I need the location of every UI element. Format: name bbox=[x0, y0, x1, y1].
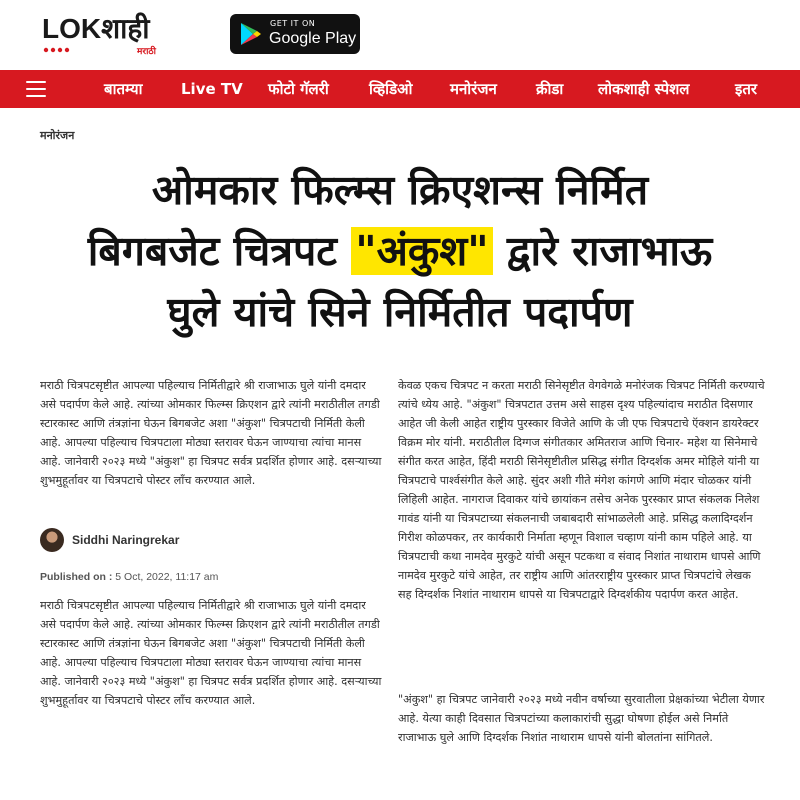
author-name: Siddhi Naringrekar bbox=[72, 533, 180, 547]
published-value: 5 Oct, 2022, 11:17 am bbox=[115, 571, 219, 583]
top-header bbox=[0, 0, 800, 70]
nav-item-photo-gallery[interactable]: फोटो गॅलरी bbox=[268, 80, 329, 98]
nav-item-live-tv[interactable]: Live TV bbox=[181, 80, 243, 98]
author-avatar bbox=[40, 528, 64, 552]
article-headline bbox=[30, 160, 770, 343]
article-body-paragraph: "अंकुश" हा चित्रपट जानेवारी २०२३ मध्ये नवीन वर्षाच्या सुरवातीला प्रेक्षकांच्या भेटीला येणार आहे. येत्या काही दिवसात चित्रपटांच्या कलाकारांची सुद्धा घोषणा होईल असे निर्माते राजाभाऊ घुले आणि दिग्दर्शक निशांत नाथाराम धापसे यांनी बोलतांना सांगितले. bbox=[398, 693, 765, 744]
nav-item-other[interactable]: इतर bbox=[735, 80, 758, 98]
article-category[interactable]: मनोरंजन bbox=[40, 129, 75, 142]
google-play-badge[interactable] bbox=[230, 14, 360, 54]
nav-item-entertainment[interactable]: मनोरंजन bbox=[450, 80, 497, 98]
article-body-paragraph: केवळ एकच चित्रपट न करता मराठी सिनेसृष्टीत वेगवेगळे मनोरंजक चित्रपट निर्मिती करण्याचे त्यांचे ध्येय आहे. "अंकुश" चित्रपटात उत्तम असे साहस दृश्य पहिल्यांदाच मराठीत दिसणार आहेत जी केली आहेत राष्ट्रीय पुरस्कार विजेते आणि के जी एफ चित्रपटाचे ऍक्शन डायरेक्टर विक्रम मोर यांनी. मराठीतील दिग्गज संगीतकार अमितराज आणि चिनार- महेश या सिनेमाचे संगीत करत आहेत, हिंदी मराठी सिनेसृष्टीतील प्रसिद्ध संगीत दिग्दर्शक अमर मोहिले यांनी या चित्रपटाचे पार्श्वसंगीत केले आहे. सुंदर अशी गीते मंगेश कांगणे आणि मंदार चोळकर यांनी लिहिली आहेत. नागराज दिवाकर यांचे छायांकन तसेच अनेक पुरस्कार प्राप्त संकलक निलेश गावंड यांनी या चित्रपटाच्या संकलनाची जबाबदारी सांभाळलेली आहे. प्रसिद्ध कलादिग्दर्शन गिरीश कोळपकर, तर कार्यकारी निर्माता म्हणून विशाल चव्हाण यांनी काम पहिले आहे. या चित्रपटाची कथा नामदेव मुरकुटे यांची असून पटकथा व संवाद निशांत नाथाराम धापसे आणि नामदेव मुरकुटे यांचे आहेत, तर राष्ट्रीय आणि आंतरराष्ट्रीय पुरस्कार प्राप्त चित्रपटांचे लेखक सह दिग्दर्शक निशांत नाथाराम धापसे या चित्रपटाद्वारे दिग्दर्शकीय पदार्पण करत आहेत. bbox=[398, 379, 765, 601]
menu-icon[interactable] bbox=[26, 81, 46, 97]
published-date bbox=[40, 571, 218, 583]
nav-item-video[interactable]: व्हिडिओ bbox=[369, 80, 413, 98]
article-body-paragraph: मराठी चित्रपटसृष्टीत आपल्या पहिल्याच निर्मितीद्वारे श्री राजाभाऊ घुले यांनी दमदार असे पदार्पण केले आहे. त्यांच्या ओमकार फिल्म्स क्रिएशन द्वारे त्यांनी मराठीतील तगडी स्टारकास्ट आणि तंत्रज्ञांना घेऊन बिगबजेट अशा "अंकुश" चित्रपटाची निर्मिती केली आहे. आपल्या पहिल्याच चित्रपटाला मोठ्या स्तरावर घेऊन जाण्याचा त्यांचा मानस आहे. जानेवारी २०२३ मध्ये "अंकुश" हा चित्रपट सर्वत्र प्रदर्शित होणार आहे. दसऱ्याच्या शुभमुहूर्तावर या चित्रपटाचे पोस्टर लॉंच करण्यात आले. bbox=[40, 599, 382, 707]
article-intro: मराठी चित्रपटसृष्टीत आपल्या पहिल्याच निर्मितीद्वारे श्री राजाभाऊ घुले यांनी दमदार असे पदार्पण केले आहे. त्यांच्या ओमकार फिल्म्स क्रिएशन द्वारे त्यांनी मराठीतील तगडी स्टारकास्ट आणि तंत्रज्ञांना घेऊन बिगबजेट अशा "अंकुश" चित्रपटाची निर्मिती केली आहे. आपल्या पहिल्याच चित्रपटाला मोठ्या स्तरावर घेऊन जाण्याचा त्यांचा मानस आहे. जानेवारी २०२३ मध्ये "अंकुश" हा चित्रपट सर्वत्र प्रदर्शित होणार आहे. दसऱ्याच्या शुभमुहूर्तावर या चित्रपटाचे पोस्टर लॉंच करण्यात आले. bbox=[40, 379, 382, 487]
google-play-big-text: Google Play bbox=[269, 30, 357, 47]
nav-item-news[interactable]: बातम्या bbox=[104, 80, 143, 98]
published-label: Published on : bbox=[40, 571, 113, 583]
nav-item-sports[interactable]: क्रीडा bbox=[536, 80, 564, 98]
headline-line-1: ओमकार फिल्म्स क्रिएशन्स निर्मित bbox=[151, 166, 649, 214]
headline-line-3: घुले यांचे सिने निर्मितीत पदार्पण bbox=[167, 288, 633, 336]
lokshahi-logo[interactable] bbox=[40, 8, 180, 60]
logo-subtext: मराठी bbox=[137, 47, 156, 57]
google-play-icon bbox=[240, 22, 262, 46]
main-nav bbox=[0, 70, 800, 108]
google-play-small-text: GET IT ON bbox=[270, 19, 316, 28]
headline-line-2-end: द्वारे राजाभाऊ bbox=[492, 227, 713, 275]
headline-highlight: "अंकुश" bbox=[351, 227, 492, 275]
logo-text: LOKशाही bbox=[42, 13, 150, 44]
headline-line-2-start: बिगबजेट चित्रपट bbox=[87, 227, 352, 275]
nav-item-lokshahi-special[interactable]: लोकशाही स्पेशल bbox=[598, 80, 690, 98]
